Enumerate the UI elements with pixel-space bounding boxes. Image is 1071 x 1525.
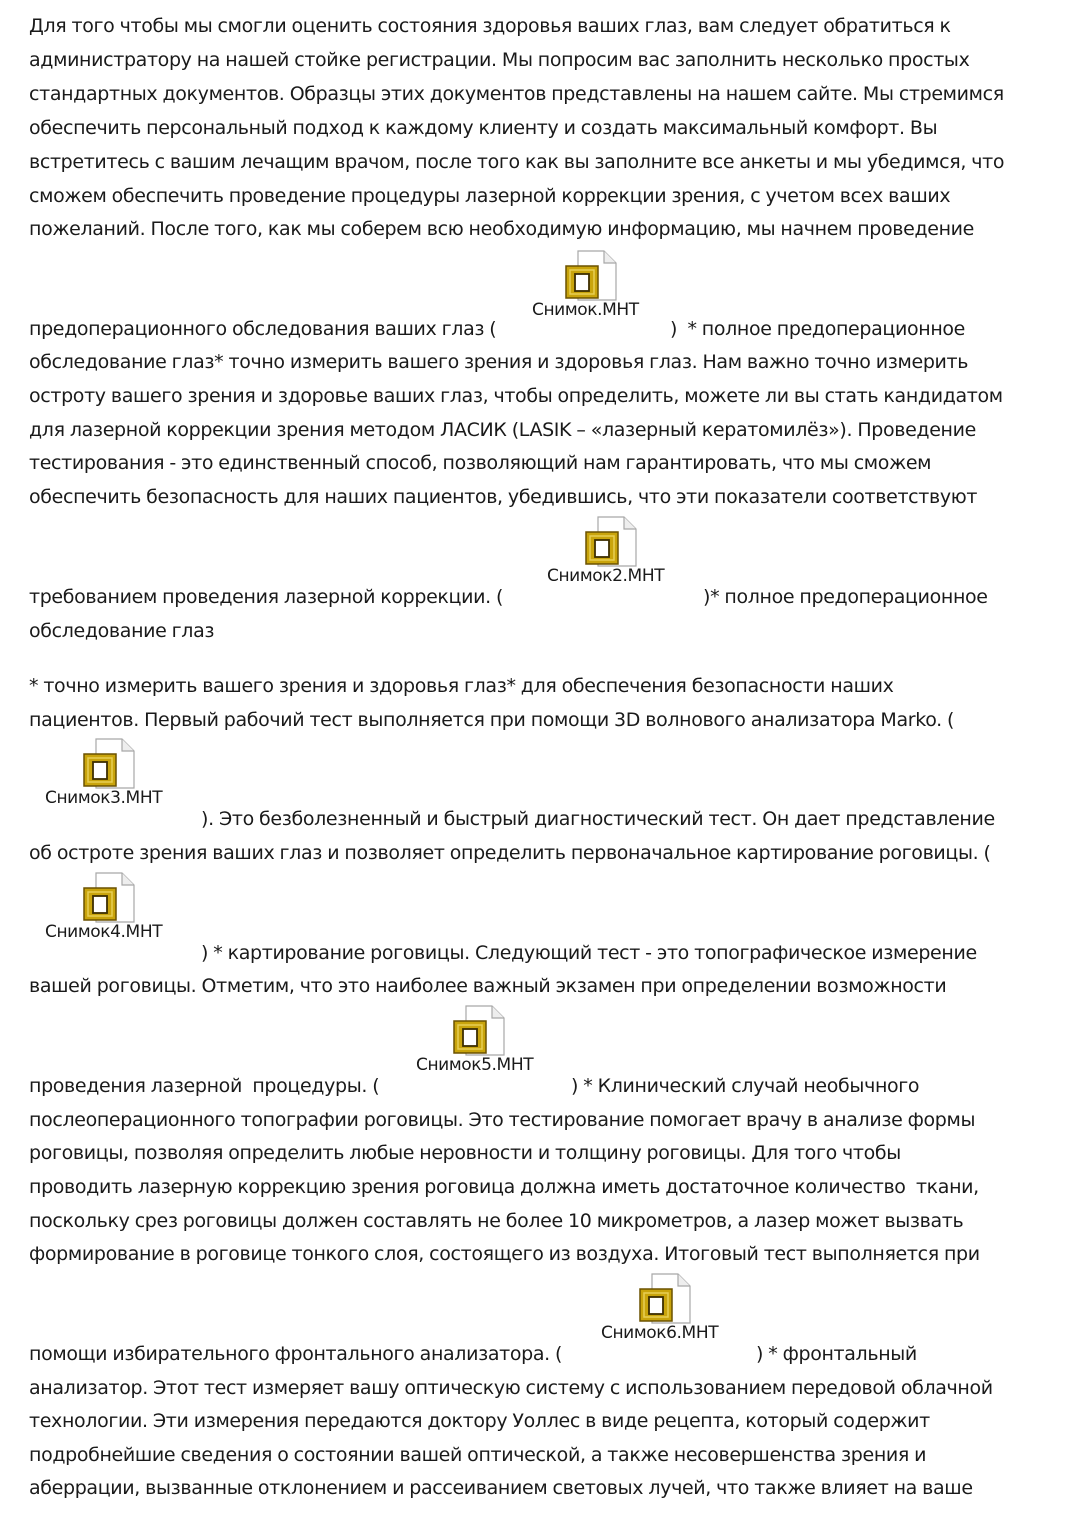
mht-file-icon (82, 738, 136, 790)
text-line: администратору на нашей стойке регистрации. Мы попросим вас заполнить несколько простых (29, 49, 970, 71)
text-line: поскольку срез роговицы должен составлять не более 10 микрометров, а лазер может вызвать (29, 1210, 964, 1232)
text-line: обеспечить безопасность для наших пациентов, убедившись, что эти показатели соответствуют (29, 486, 978, 508)
attachment-label: Снимок3.MHT (45, 788, 163, 808)
text-line: формирование в роговице тонкого слоя, состоящего из воздуха. Итоговый тест выполняется при (29, 1243, 980, 1265)
text-line: подробнейшие сведения о состоянии вашей оптической, а также несовершенства зрения и (29, 1444, 927, 1466)
text-line: ). Это безболезненный и быстрый диагностический тест. Он дает представление (201, 808, 995, 830)
text-line: тестирования - это единственный способ, позволяющий нам гарантировать, что мы сможем (29, 452, 932, 474)
mht-file-icon (452, 1005, 506, 1057)
text-line: обследование глаз* точно измерить вашего зрения и здоровья глаз. Нам важно точно измерить (29, 351, 969, 373)
text-line: обследование глаз (29, 620, 215, 642)
attachment-label: Снимок4.MHT (45, 922, 163, 942)
attachment-snimok6[interactable] (601, 1273, 761, 1343)
text-line: об остроте зрения ваших глаз и позволяет определить первоначальное картирование роговицы. ( (29, 842, 991, 864)
text-line: пожеланий. После того, как мы соберем всю необходимую информацию, мы начнем проведение (29, 218, 975, 240)
mht-file-icon (638, 1273, 692, 1325)
text-line: проводить лазерную коррекцию зрения роговица должна иметь достаточное количество ткани, (29, 1176, 979, 1198)
attachment-label: Снимок5.MHT (416, 1055, 534, 1075)
text-line: * точно измерить вашего зрения и здоровья глаз* для обеспечения безопасности наших (29, 675, 894, 697)
text-line: требованием проведения лазерной коррекции. ( (29, 586, 504, 608)
text-line: помощи избирательного фронтального анализатора. ( (29, 1343, 563, 1365)
attachment-snimok5[interactable] (416, 1005, 576, 1075)
text-line: послеоперационного топографии роговицы. Это тестирование помогает врачу в анализе формы (29, 1109, 976, 1131)
mht-file-icon (584, 516, 638, 568)
text-line: сможем обеспечить проведение процедуры лазерной коррекции зрения, с учетом всех ваших (29, 185, 951, 207)
attachment-label: Снимок.MHT (532, 300, 639, 320)
mht-file-icon (564, 250, 618, 302)
text-line: ) * картирование роговицы. Следующий тест - это топографическое измерение (201, 942, 977, 964)
text-line: ) * полное предоперационное (670, 318, 966, 340)
text-line: )* полное предоперационное (703, 586, 988, 608)
attachment-snimok3[interactable] (45, 738, 205, 808)
text-line: обеспечить персональный подход к каждому клиенту и создать максимальный комфорт. Вы (29, 117, 938, 139)
text-line: проведения лазерной процедуры. ( (29, 1075, 380, 1097)
text-line: для лазерной коррекции зрения методом ЛАСИК (LASIK – «лазерный кератомилёз»). Проведение (29, 419, 976, 441)
text-line: Для того чтобы мы смогли оценить состояния здоровья ваших глаз, вам следует обратиться к (29, 15, 951, 37)
text-line: роговицы, позволяя определить любые неровности и толщину роговицы. Для того чтобы (29, 1142, 901, 1164)
text-line: остроту вашего зрения и здоровье ваших глаз, чтобы определить, можете ли вы стать кандидатом (29, 385, 1003, 407)
text-line: анализатор. Этот тест измеряет вашу оптическую систему с использованием передовой облачной (29, 1377, 993, 1399)
attachment-label: Снимок6.MHT (601, 1323, 719, 1343)
attachment-label: Снимок2.MHT (547, 566, 665, 586)
text-line: предоперационного обследования ваших глаз ( (29, 318, 497, 340)
attachment-snimok[interactable] (532, 250, 692, 320)
attachment-snimok4[interactable] (45, 872, 205, 942)
text-line: встретитесь с вашим лечащим врачом, после того как вы заполните все анкеты и мы убедимся, что (29, 151, 1005, 173)
mht-file-icon (82, 872, 136, 924)
text-line: технологии. Эти измерения передаются доктору Уоллес в виде рецепта, который содержит (29, 1410, 930, 1432)
text-line: пациентов. Первый рабочий тест выполняется при помощи 3D волнового анализатора Marko. ( (29, 709, 955, 731)
text-line: аберрации, вызванные отклонением и рассеиванием световых лучей, что также влияет на ваше (29, 1477, 973, 1499)
attachment-snimok2[interactable] (547, 516, 707, 586)
text-line: вашей роговицы. Отметим, что это наиболее важный экзамен при определении возможности (29, 975, 947, 997)
text-line: ) * Клинический случай необычного (571, 1075, 920, 1097)
text-line: ) * фронтальный (756, 1343, 917, 1365)
text-line: стандартных документов. Образцы этих документов представлены на нашем сайте. Мы стремимся (29, 83, 1004, 105)
